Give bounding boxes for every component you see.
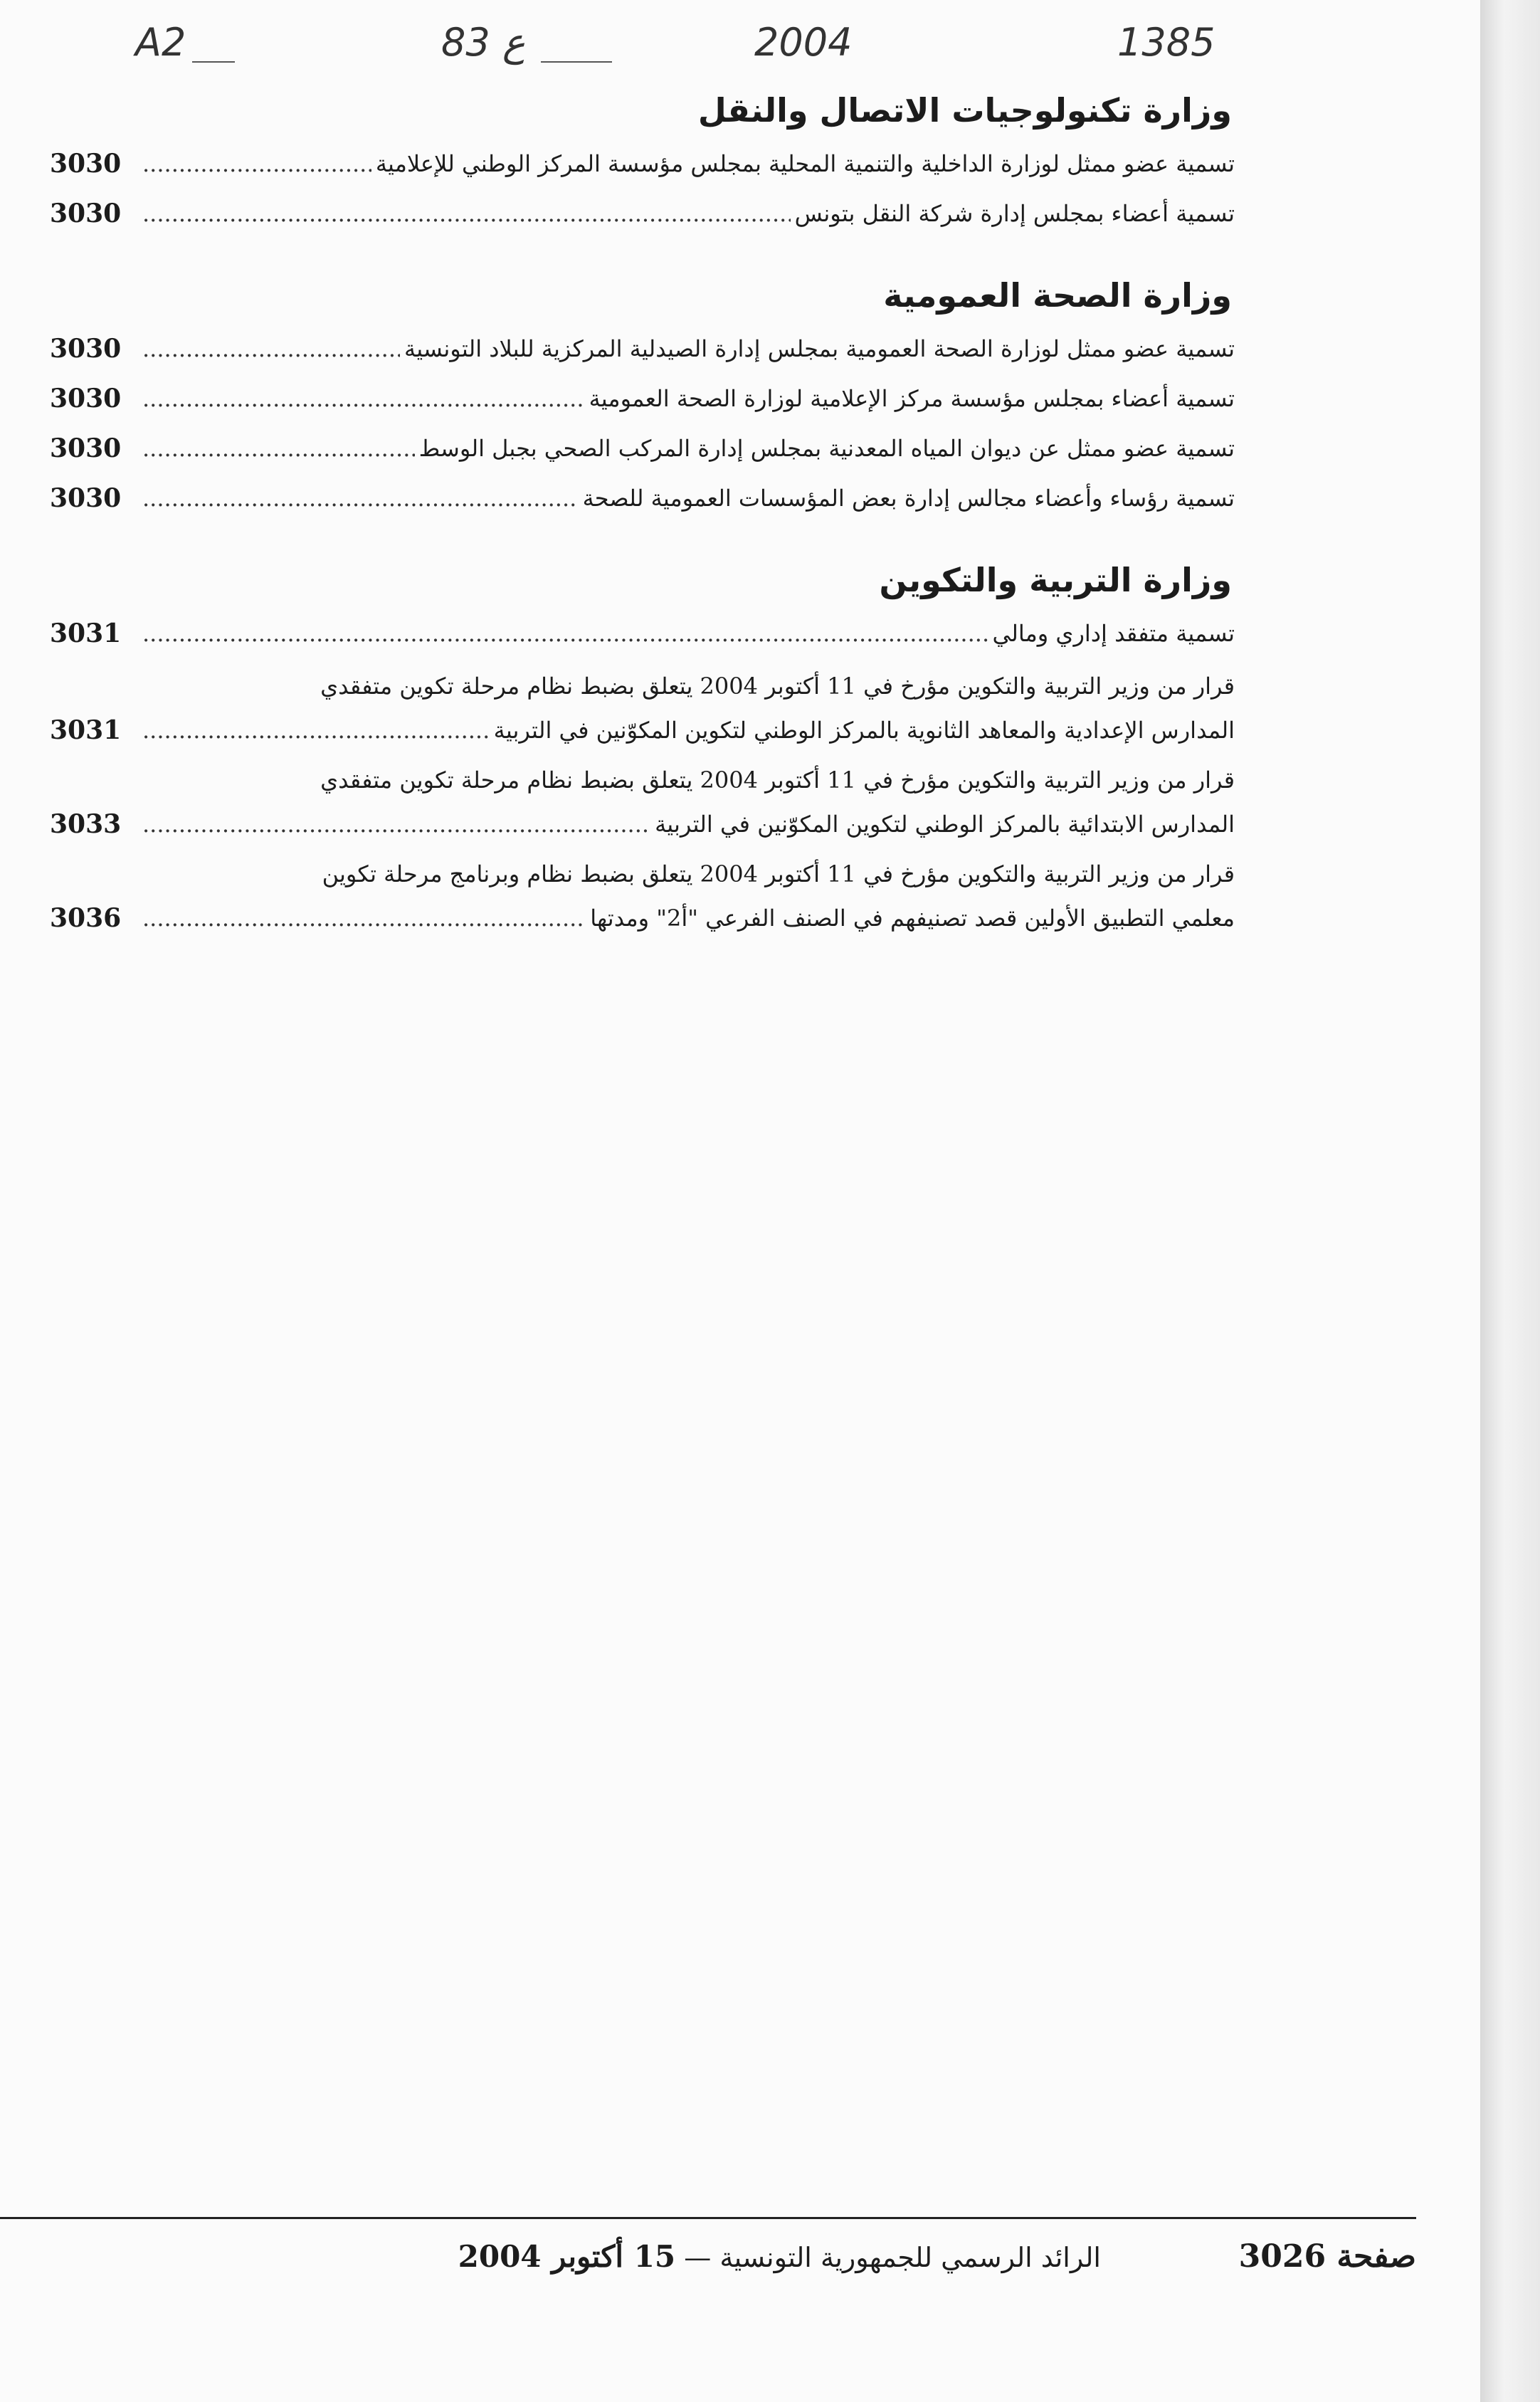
dot-leader [142,609,988,658]
handwritten-id: 1385 [1117,20,1215,65]
footer-rule [0,2217,1416,2219]
dot-leader [142,708,490,752]
section-title: وزارة الصحة العمومية [883,276,1232,315]
toc-entry [50,609,1235,658]
decree-text-line-1: قرار من وزير التربية والتكوين مؤرخ في 11 أكتوبر 2004 يتعلق بضبط نظام مرحلة تكوين متفقدي [320,673,1235,700]
dot-leader [142,189,791,238]
page-footer [320,2228,1416,2285]
entry-page-number: 3030 [50,199,122,228]
entry-page-number: 3030 [50,334,122,364]
toc-entry [50,423,1235,473]
entry-text: تسمية عضو ممثل لوزارة الصحة العمومية بمجلس إدارة الصيدلية المركزية للبلاد التونسية [404,335,1235,362]
entry-page-number: 3030 [50,384,122,413]
toc-entry [50,139,1235,189]
decree-text-line-1: قرار من وزير التربية والتكوين مؤرخ في 11 أكتوبر 2004 يتعلق بضبط نظام وبرنامج مرحلة تكوين [322,860,1235,887]
toc-decree-entry [50,758,1235,846]
footer-page-number: صفحة 3026 [1238,2238,1416,2275]
handwritten-stroke [192,61,235,63]
toc-entry [50,473,1235,523]
dot-leader [142,324,400,374]
entry-text: تسمية عضو ممثل لوزارة الداخلية والتنمية المحلية بمجلس مؤسسة المركز الوطني للإعلامية [375,150,1235,177]
handwritten-code: A2 [135,20,186,65]
dot-leader [142,374,585,423]
section-public-health [50,267,1235,523]
footer-journal-title [320,2239,1239,2274]
toc-entry [50,374,1235,423]
decree-text-line-1: قرار من وزير التربية والتكوين مؤرخ في 11 أكتوبر 2004 يتعلق بضبط نظام مرحلة تكوين متفقدي [320,767,1235,794]
entry-page-number: 3031 [50,618,122,648]
entry-text: تسمية متفقد إداري ومالي [992,620,1235,647]
dot-leader [142,473,579,523]
section-education-training [50,552,1235,940]
dot-leader [142,139,371,189]
scanned-page-edge [1480,0,1540,2402]
handwritten-underline [541,61,612,63]
entry-page-number: 3030 [50,433,122,463]
toc-decree-entry [50,852,1235,940]
entry-page-number: 3033 [50,809,122,839]
dot-leader [142,423,415,473]
section-title: وزارة تكنولوجيات الاتصال والنقل [697,91,1232,130]
section-communications-transport [50,82,1235,238]
entry-page-number: 3031 [50,715,122,745]
table-of-contents [50,82,1235,969]
journal-date: 15 أكتوبر 2004 [458,2238,676,2274]
entry-page-number: 3030 [50,483,122,513]
dot-leader [142,896,586,940]
decree-text-line-2: المدارس الإعدادية والمعاهد الثانوية بالمركز الوطني لتكوين المكوّنين في التربية [493,717,1235,744]
decree-text-line-2: معلمي التطبيق الأولين قصد تصنيفهم في الصنف الفرعي "أ2" ومدتها [590,905,1235,932]
entry-page-number: 3036 [50,903,122,933]
entry-text: تسمية أعضاء بمجلس مؤسسة مركز الإعلامية لوزارة الصحة العمومية [589,385,1235,412]
entry-text: تسمية رؤساء وأعضاء مجالس إدارة بعض المؤسسات العمومية للصحة [582,485,1235,512]
handwritten-number: 83 ع [441,20,526,65]
section-title: وزارة التربية والتكوين [879,561,1232,599]
toc-decree-entry [50,664,1235,752]
entry-text: تسمية عضو ممثل عن ديوان المياه المعدنية بمجلس إدارة المركب الصحي بجبل الوسط [418,435,1235,462]
dot-leader [142,802,650,846]
toc-entry [50,324,1235,374]
handwritten-year: 2004 [754,20,853,65]
decree-text-line-2: المدارس الابتدائية بالمركز الوطني لتكوين المكوّنين في التربية [655,811,1235,838]
journal-name: الرائد الرسمي للجمهورية التونسية — [684,2241,1101,2273]
entry-page-number: 3030 [50,149,122,179]
toc-entry [50,189,1235,238]
entry-text: تسمية أعضاء بمجلس إدارة شركة النقل بتونس [794,200,1235,227]
